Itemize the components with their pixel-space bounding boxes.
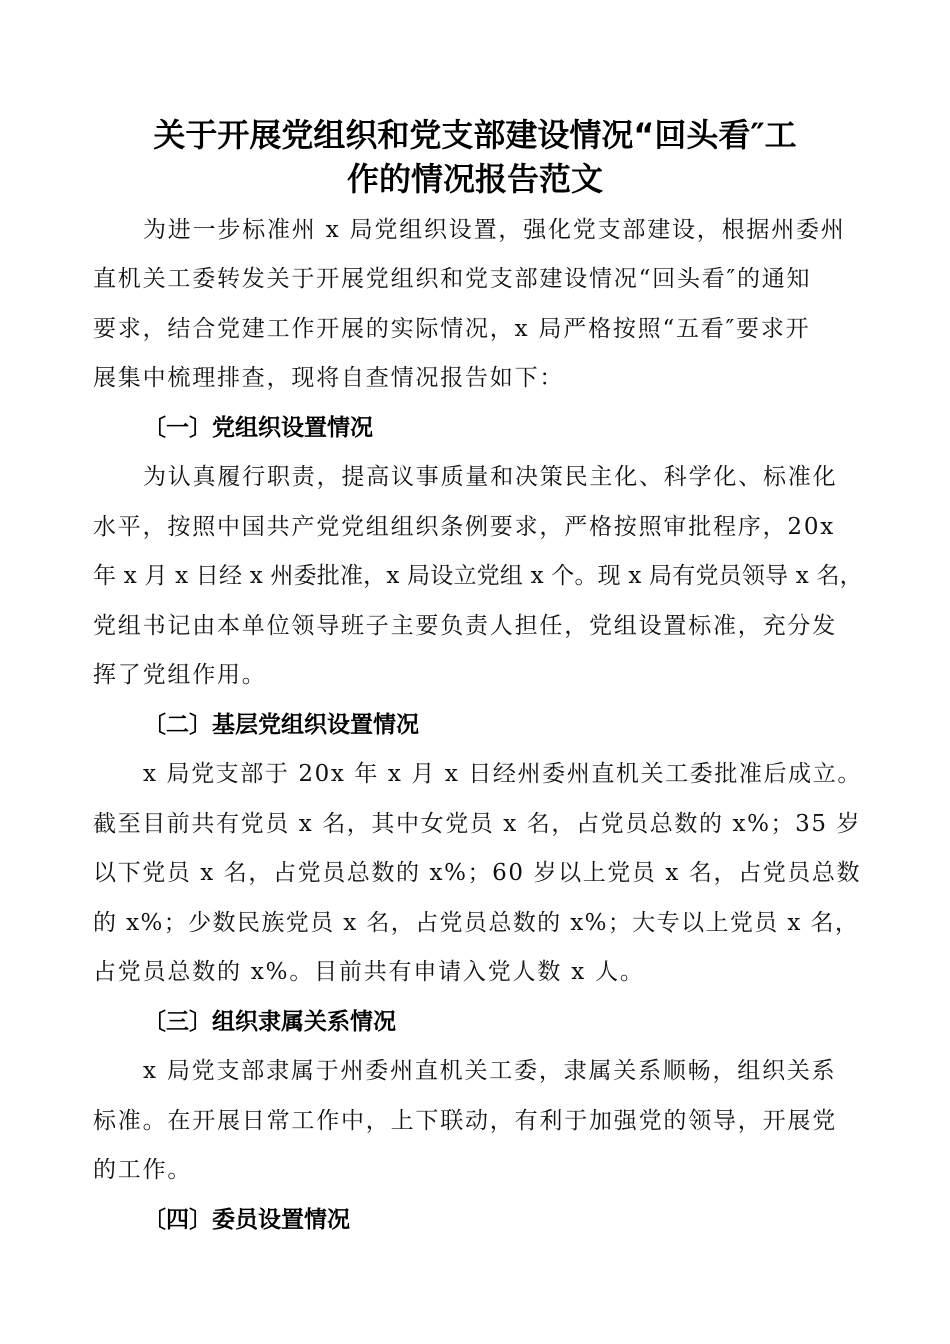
section2-line: x 局党支部于 20x 年 x 月 x 日经州委州直机关工委批准后成立。	[143, 761, 862, 787]
document-title-line-2: 作的情况报告范文	[346, 160, 603, 198]
section2-line: 以下党员 x 名，占党员总数的 x%；60 岁以上党员 x 名，占党员总数	[93, 860, 862, 886]
section1-line: 党组书记由本单位领导班子主要负责人担任，党组设置标准，充分发	[93, 613, 837, 639]
section-heading-1: 〔一〕党组织设置情况	[143, 415, 373, 441]
intro-line: 要求，结合党建工作开展的实际情况，x 局严格按照“五看″要求开	[93, 316, 811, 342]
section2-line: 的 x%；少数民族党员 x 名，占党员总数的 x%；大专以上党员 x 名，	[93, 910, 860, 936]
section-heading-3: 〔三〕组织隶属关系情况	[143, 1009, 396, 1035]
section3-line: 的工作。	[93, 1157, 193, 1183]
section1-line: 挥了党组作用。	[93, 662, 267, 688]
section2-line: 截至目前共有党员 x 名，其中女党员 x 名，占党员总数的 x%；35 岁	[93, 811, 862, 837]
section3-line: x 局党支部隶属于州委州直机关工委，隶属关系顺畅，组织关系	[143, 1058, 837, 1084]
intro-line: 直机关工委转发关于开展党组织和党支部建设情况“回头看″的通知	[93, 266, 812, 292]
section2-line: 占党员总数的 x%。目前共有申请入党人数 x 人。	[93, 959, 645, 985]
section1-line: 年 x 月 x 日经 x 州委批准，x 局设立党组 x 个。现 x 局有党员领导 x 名，	[93, 563, 863, 589]
intro-line: 为进一步标准州 x 局党组织设置，强化党支部建设，根据州委州	[143, 217, 846, 243]
section-heading-4: 〔四〕委员设置情况	[143, 1207, 350, 1233]
section-heading-2: 〔二〕基层党组织设置情况	[143, 712, 419, 738]
intro-line: 展集中梳理排查，现将自查情况报告如下：	[93, 365, 565, 391]
document-title-line-1: 关于开展党组织和党支部建设情况“回头看″工	[153, 116, 797, 154]
section1-line: 为认真履行职责，提高议事质量和决策民主化、科学化、标准化	[143, 464, 838, 490]
section1-line: 水平，按照中国共产党党组组织条例要求，严格按照审批程序，20x	[93, 514, 836, 540]
section3-line: 标准。在开展日常工作中，上下联动，有利于加强党的领导，开展党	[93, 1108, 837, 1134]
